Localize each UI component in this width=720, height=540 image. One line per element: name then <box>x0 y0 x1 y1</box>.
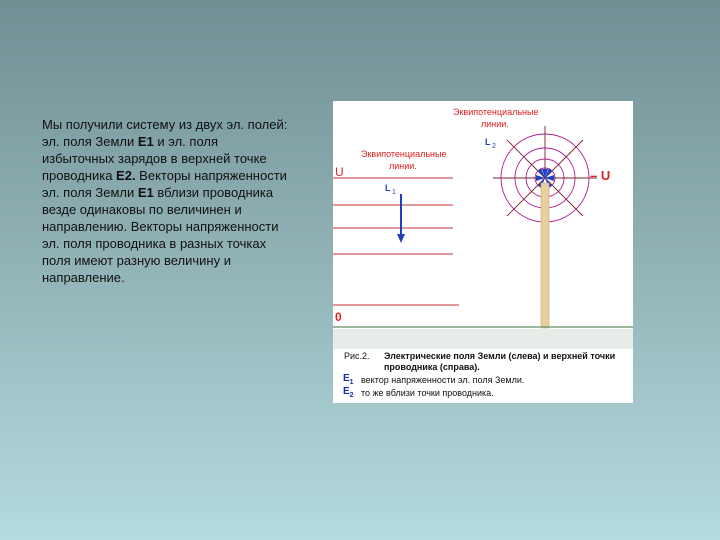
caption-number: Рис.2. <box>344 351 370 361</box>
caption-text: Электрические поля Земли (слева) и верхней точки проводника (справа). <box>384 351 616 372</box>
legend-text-e2: то же вблизи точки проводника. <box>361 388 494 398</box>
e1-arrowhead <box>397 234 405 243</box>
paragraph-bold-run: Е1 <box>137 185 154 200</box>
paragraph-run: и эл. поля избыточных зарядов в верхней точке проводника <box>42 134 267 183</box>
conductor-pole <box>541 183 549 328</box>
label-u-right: – U <box>590 168 611 183</box>
left-title-line2: линии. <box>389 161 417 171</box>
left-title-line1: Эквипотенциальные <box>361 149 447 159</box>
paragraph-bold-run: Е2. <box>116 168 136 183</box>
right-title-line1: Эквипотенциальные <box>453 107 539 117</box>
label-u-left: U <box>335 165 344 179</box>
legend-symbol-e2: $E_2$ <box>343 386 354 399</box>
paragraph-run: вблизи проводника везде одинаковы по величинен и направлению. Векторы напряженности эл. поля проводника в разных точках поля имеют разную величину и направление. <box>42 185 279 285</box>
label-l2-sub: 2 <box>492 143 496 150</box>
figure-electric-fields <box>333 101 633 403</box>
figure-caption <box>333 349 633 403</box>
body-paragraph <box>42 116 292 286</box>
label-l2: L <box>485 137 491 147</box>
label-l1-sub: 1 <box>392 189 396 196</box>
label-l1: L <box>385 183 391 193</box>
legend-text-e1: вектор напряженности эл. поля Земли. <box>361 375 525 385</box>
ground-strip <box>333 329 633 349</box>
figure-diagram <box>333 101 633 349</box>
label-zero: 0 <box>335 310 342 324</box>
paragraph-bold-run: Е1 <box>137 134 154 149</box>
right-title-line2: линии. <box>481 119 509 129</box>
legend-symbol-e1: $E_1$ <box>343 373 354 386</box>
paragraph-run: Мы получили систему из двух эл. полей: эл. поля Земли <box>42 117 288 149</box>
paragraph-run: Векторы напряженности эл. поля Земли <box>42 168 287 200</box>
